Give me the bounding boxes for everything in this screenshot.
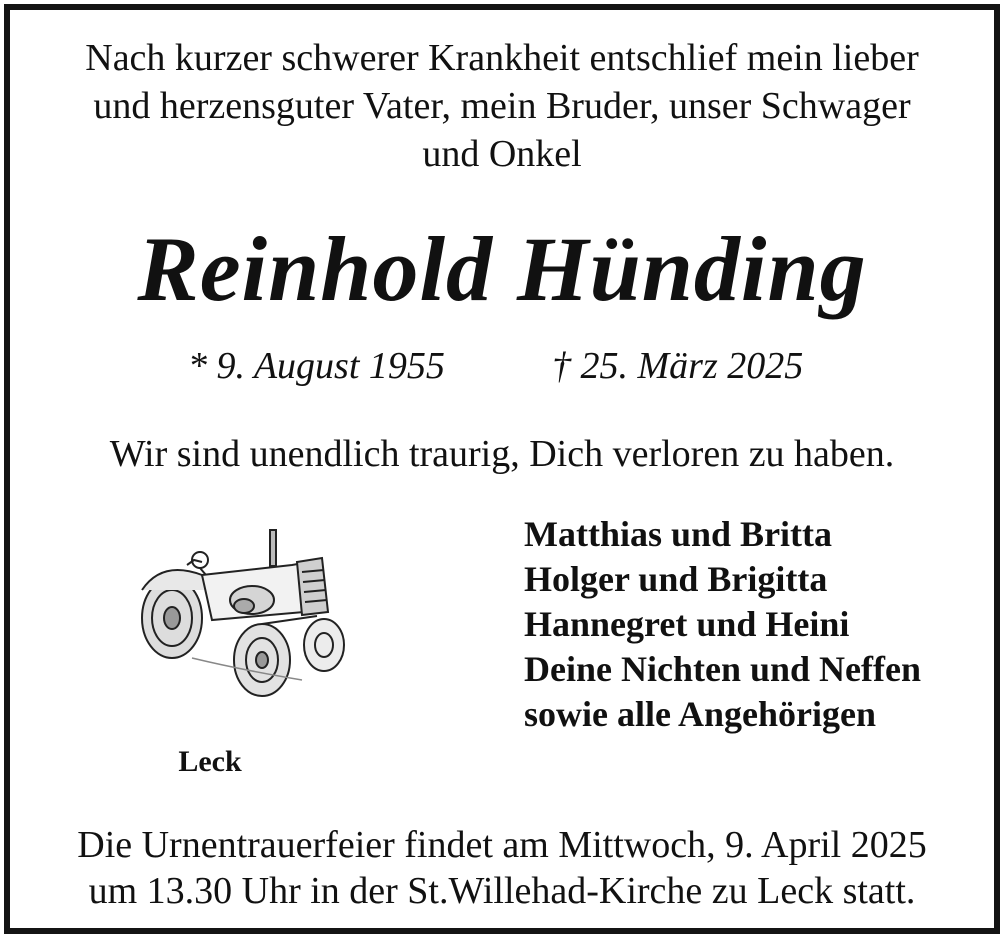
funeral-notice bbox=[10, 822, 994, 914]
mourning-sentence: Wir sind unendlich traurig, Dich verloren zu haben. bbox=[109, 433, 895, 475]
place-name: Leck bbox=[178, 745, 242, 778]
intro-line: und Onkel bbox=[422, 133, 582, 175]
tractor-icon bbox=[132, 520, 352, 705]
mourner-line: Deine Nichten und Neffen bbox=[524, 649, 921, 689]
mourner-line: Matthias und Britta bbox=[524, 514, 833, 554]
funeral-line: um 13.30 Uhr in der St.Willehad-Kirche zu Leck statt. bbox=[88, 870, 916, 912]
obituary-frame bbox=[4, 4, 1000, 934]
mourner-line: Holger und Brigitta bbox=[524, 559, 828, 599]
mourners-list bbox=[524, 512, 921, 737]
deceased-name: Reinhold Hünding bbox=[137, 218, 867, 320]
funeral-line: Die Urnentrauerfeier findet am Mittwoch, 9. April 2025 bbox=[77, 824, 927, 866]
mourner-line: sowie alle Angehörigen bbox=[524, 694, 876, 734]
intro-text bbox=[10, 34, 994, 178]
intro-line: und herzensguter Vater, mein Bruder, unser Schwager bbox=[93, 85, 911, 127]
death-date: † 25. März 2025 bbox=[552, 345, 804, 387]
intro-line: Nach kurzer schwerer Krankheit entschlief mein lieber bbox=[85, 37, 919, 79]
mourner-line: Hannegret und Heini bbox=[524, 604, 850, 644]
birth-date: * 9. August 1955 bbox=[188, 345, 445, 387]
